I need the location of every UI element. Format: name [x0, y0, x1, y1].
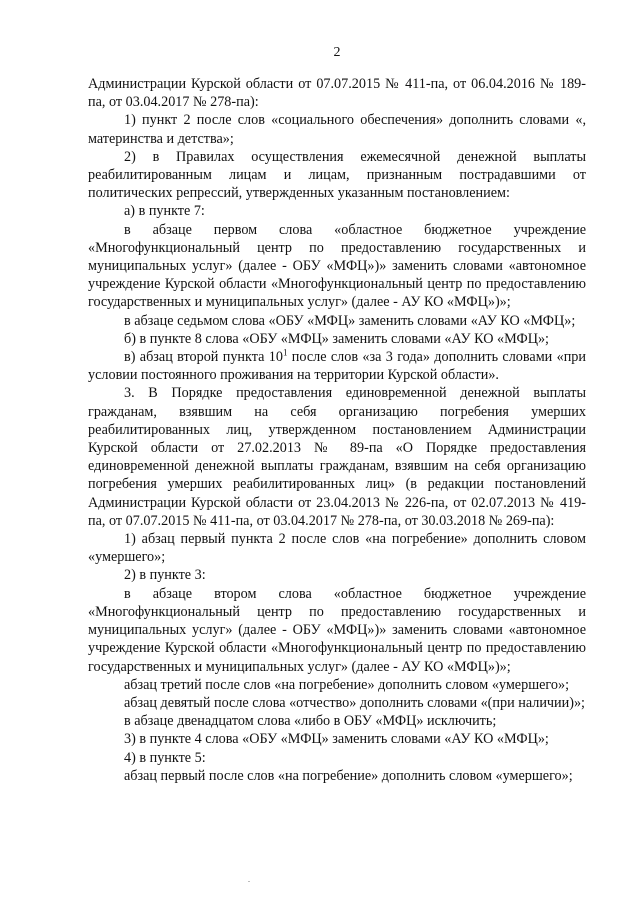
paragraph-subitem-v	[88, 348, 586, 384]
paragraph-s3-abzac-second: в абзаце втором слова «областное бюджетное учреждение «Многофункциональный центр по предоставлению государственных и муниципальных услуг» (далее - ОБУ «МФЦ»)» заменить словами «автономное учреждение Курской области «Многофункциональный центр по предоставлению государственных и муниципальных услуг» (далее - АУ КО «МФЦ»)»;	[88, 585, 586, 675]
paragraph-subitem-a: а) в пункте 7:	[124, 203, 205, 220]
paragraph-s3-item-4: 4) в пункте 5:	[124, 749, 206, 766]
paragraph-s3-abzac-third: абзац третий после слов «на погребение» дополнить словом «умершего»;	[124, 676, 570, 693]
scan-speck	[248, 881, 250, 882]
page-number: 2	[333, 45, 341, 60]
superscript-index: 1	[282, 347, 288, 358]
paragraph-item-2: 2) в Правилах осуществления ежемесячной денежной выплаты реабилитированным лицам и лицам, признанным пострадавшими от политических репрессий, утвержденных указанным постановлением:	[88, 148, 586, 202]
paragraph-abzac-first: в абзаце первом слова «областное бюджетное учреждение «Многофункциональный центр по предоставлению государственных и муниципальных услуг» (далее - ОБУ «МФЦ»)» заменить словами «автономное учреждение Курской области «Многофункциональный центр по предоставлению государственных и муниципальных услуг» (далее - АУ КО «МФЦ»)»;	[88, 221, 586, 311]
paragraph-s3-abzac-ninth: абзац девятый после слова «отчество» дополнить словами «(при наличии)»;	[124, 694, 585, 711]
paragraph-s3-abzac-twelfth: в абзаце двенадцатом слова «либо в ОБУ «МФЦ» исключить;	[124, 713, 497, 730]
paragraph-abzac-seventh: в абзаце седьмом слова «ОБУ «МФЦ» заменить словами «АУ КО «МФЦ»;	[124, 312, 576, 329]
paragraph-s3-abzac-first: абзац первый после слов «на погребение» дополнить словом «умершего»;	[124, 767, 573, 784]
paragraph-subitem-v-end: после слов «за 3 года» дополнить словами «при условии постоянного проживания на территории Курской области».	[88, 349, 586, 384]
paragraph-s3-item-1: 1) абзац первый пункта 2 после слов «на погребение» дополнить словом «умершего»;	[88, 531, 586, 566]
paragraph-intro: Администрации Курской области от 07.07.2015 № 411-па, от 06.04.2016 № 189-па, от 03.04.2017 № 278-па):	[88, 76, 586, 111]
paragraph-s3-item-2: 2) в пункте 3:	[124, 567, 206, 584]
paragraph-s3-item-3: 3) в пункте 4 слова «ОБУ «МФЦ» заменить словами «АУ КО «МФЦ»;	[124, 731, 549, 748]
paragraph-subitem-v-start: в) абзац второй пункта 10	[124, 349, 283, 366]
paragraph-subitem-b: б) в пункте 8 слова «ОБУ «МФЦ» заменить словами «АУ КО «МФЦ»;	[124, 330, 549, 347]
paragraph-item-1: 1) пункт 2 после слов «социального обеспечения» дополнить словами «, материнства и детства»;	[88, 112, 586, 147]
paragraph-section-3: 3. В Порядке предоставления единовременной денежной выплаты гражданам, взявшим на себя организацию погребения умерших реабилитированных лиц, утвержденном постановлением Администрации Курской области от 27.02.2013 № 89-па «О Порядке предоставления единовременной денежной выплаты гражданам, взявшим на себя организацию погребения умерших реабилитированных лиц» (в редакции постановлений Администрации Курской области от 23.04.2013 № 226-па, от 02.07.2013 № 419-па, от 07.07.2015 № 411-па, от 03.04.2017 № 278-па, от 30.03.2018 № 269-па):	[88, 385, 586, 529]
